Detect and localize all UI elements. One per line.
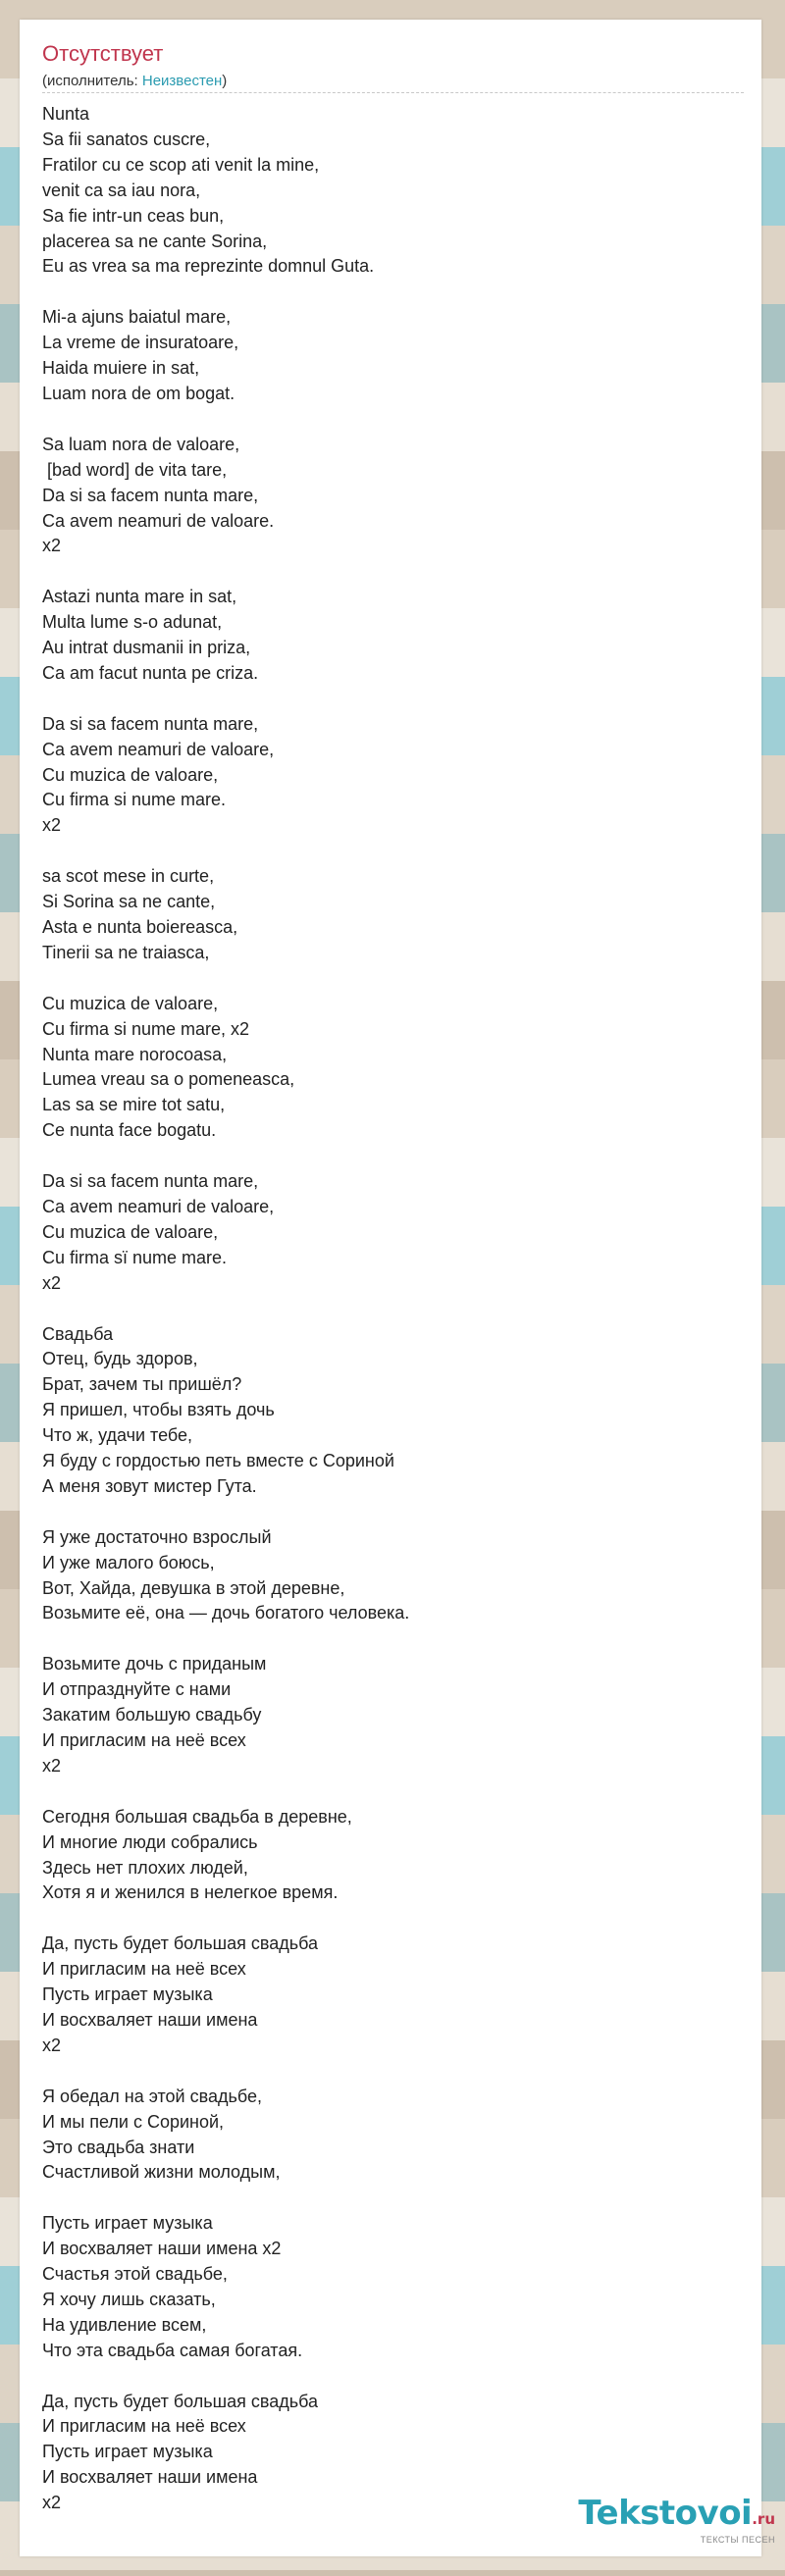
byline-prefix: (исполнитель: (42, 73, 142, 89)
logo-name: Tekstovoi (578, 2494, 753, 2533)
logo-wordmark (578, 2496, 775, 2537)
byline-suffix: ) (222, 73, 228, 89)
song-title: Отсутствует (42, 41, 164, 66)
lyrics-text: Nunta Sa fii sanatos cuscre, Fratilor cu ce scop ati venit la mine, venit ca sa iau nora, Sa fie intr-un ceas bun, placerea sa ne cante Sorina, Eu as vrea sa ma reprezinte domnul Guta. Mi-a ajuns baiatul mare, La vreme de insuratoare, Haida muiere in sat, Luam nora de om bogat. Sa luam nora de valoare, [bad word] de vita tare, Da si sa facem nunta mare, Ca avem neamuri de valoare. x2 Astazi nunta mare in sat, Multa lume s-o adunat, Au intrat dusmanii in priza, Ca am facut nunta pe criza. Da si sa facem nunta mare, Ca avem neamuri de valoare, Cu muzica de valoare, Cu firma si nume mare. x2 sa scot mese in curte, Si Sorina sa ne cante, Asta e nunta boiereasca, Tinerii sa ne traiasca, Cu muzica de valoare, Cu firma si nume mare, x2 Nunta mare norocoasa, Lumea vreau sa o pomeneasca, Las sa se mire tot satu, Ce nunta face bogatu. Da si sa facem nunta mare, Ca avem neamuri de valoare, Cu muzica de valoare, Cu firma sї nume mare. x2 Свадьба Отец, будь здоров, Брат, зачем ты пришёл? Я пришел, чтобы взять дочь Что ж, удачи тебе, Я буду с гордостью петь вместе с Сориной А меня зовут мистер Гута. Я уже достаточно взрослый И уже малого боюсь, Вот, Хайда, девушка в этой деревне, Возьмите её, она — дочь богатого человека. Возьмите дочь с приданым И отпразднуйте с нами Закатим большую свадьбу И пригласим на неё всех x2 Сегодня большая свадьба в деревне, И многие люди собрались Здесь нет плохих людей, Хотя я и женился в нелегкое время. Да, пусть будет большая свадьба И пригласим на неё всех Пусть играет музыка И восхваляет наши имена x2 Я обедал на этой свадьбе, И мы пели с Сориной, Это свадьба знати Счастливой жизни молодым, Пусть играет музыка И восхваляет наши имена x2 Счастья этой свадьбе, Я хочу лишь сказать, На удивление всем, Что эта свадьба самая богатая. Да, пусть будет большая свадьба И пригласим на неё всех Пусть играет музыка И восхваляет наши имена x2 (42, 104, 410, 2513)
artist-byline (42, 73, 227, 89)
logo-tagline: ТЕКСТЫ ПЕСЕН (700, 2535, 775, 2545)
logo-tld: .ru (752, 2510, 775, 2528)
lyrics-card (20, 20, 761, 2556)
header-divider (42, 92, 744, 93)
artist-link[interactable]: Неизвестен (141, 73, 223, 89)
site-logo[interactable] (578, 2496, 775, 2545)
